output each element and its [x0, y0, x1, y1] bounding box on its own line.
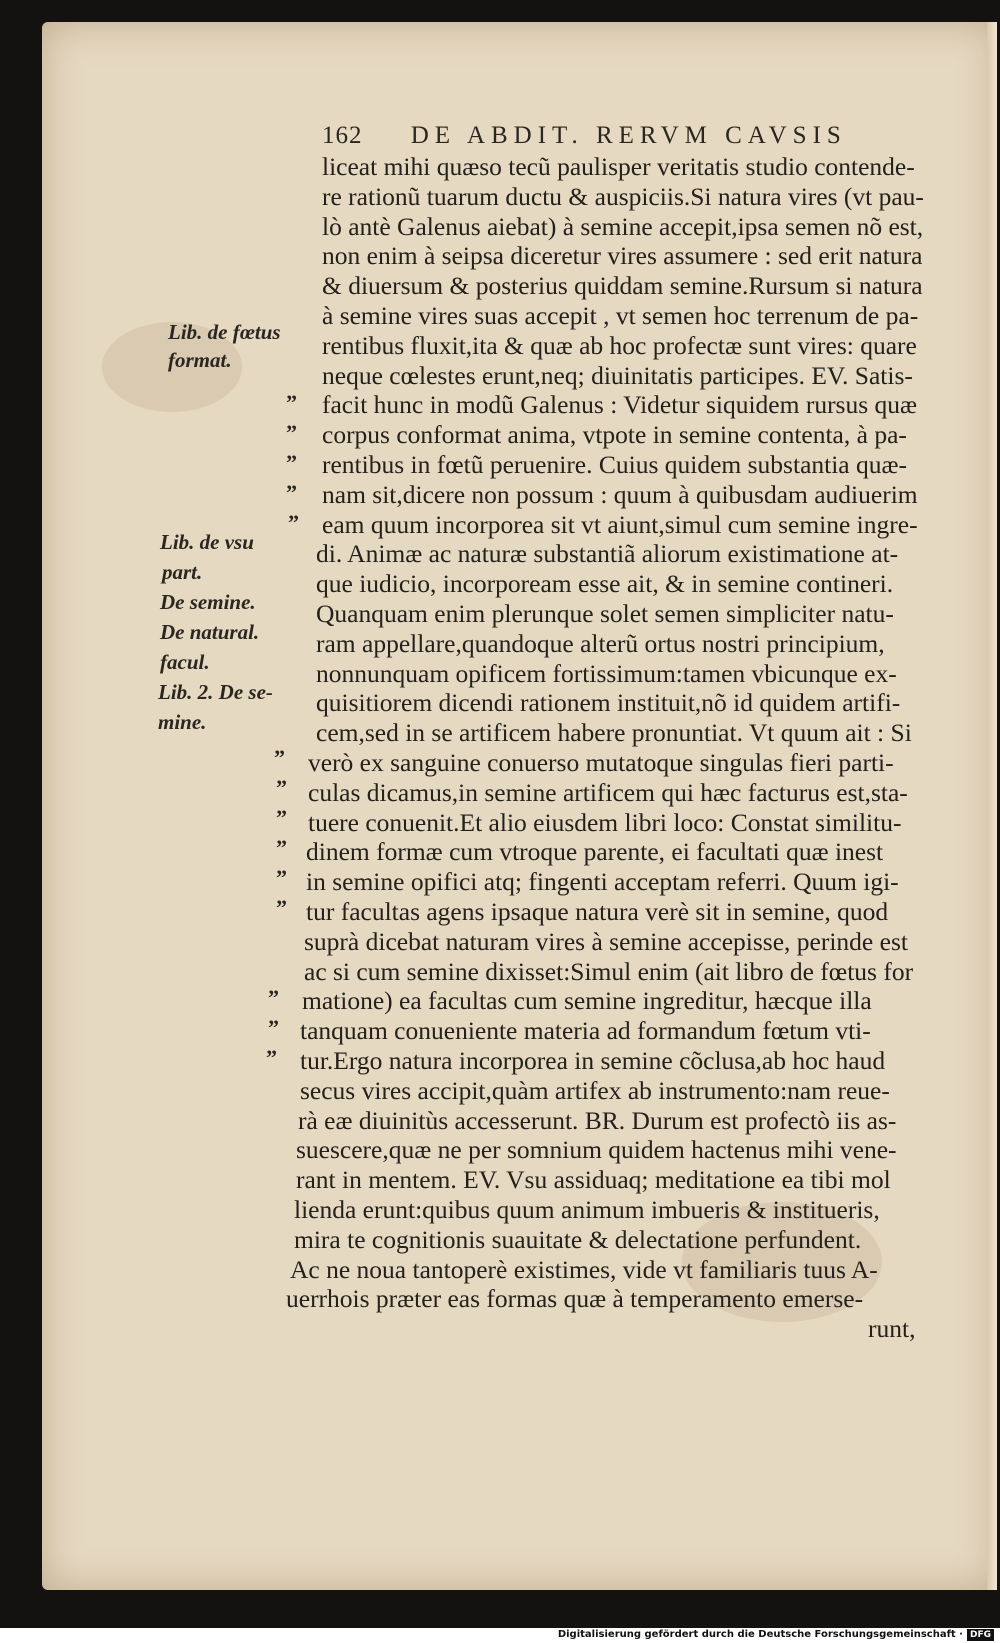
text-line: quisitiorem dicendi rationem instituit,nõ id quidem artifi-	[316, 688, 901, 718]
text-line: matione) ea facultas cum semine ingreditur, hæcque illa	[302, 986, 872, 1016]
text-line: ram appellare,quandoque alterũ ortus nostri principium,	[316, 628, 885, 658]
margin-note: Lib. de fœtus	[168, 320, 281, 344]
margin-note: format.	[168, 348, 232, 372]
footer-credit	[0, 1628, 1000, 1643]
text-line: di. Animæ ac naturæ substantiã aliorum existimatione at-	[316, 539, 899, 569]
quote-mark: ”	[276, 805, 287, 830]
text-line: suescere,quæ ne per somnium quidem hactenus mihi vene-	[296, 1135, 897, 1165]
page-number: 162	[322, 122, 363, 149]
margin-note: part.	[162, 560, 203, 584]
text-line: à semine vires suas accepit , vt semen hoc terrenum de pa-	[322, 301, 919, 330]
text-line: tur facultas agens ipsaque natura verè sit in semine, quod	[306, 897, 889, 926]
text-line: mira te cognitionis suauitate & delectatione perfundent.	[294, 1224, 862, 1254]
quote-mark: ”	[268, 985, 279, 1010]
margin-note: De natural.	[160, 620, 260, 644]
quote-mark: ”	[286, 420, 297, 445]
quote-mark: ”	[288, 510, 299, 535]
quote-mark: ”	[274, 745, 285, 770]
text-line: rant in mentem. EV. Vsu assiduaq; meditatione ea tibi mol	[296, 1165, 891, 1195]
text-line: runt,	[868, 1314, 916, 1344]
quote-mark: ”	[268, 1015, 279, 1040]
quote-mark: ”	[276, 835, 287, 860]
text-line: tanquam conueniente materia ad formandum fœtum vti-	[300, 1016, 871, 1046]
text-line: Quanquam enim plerunque solet semen simpliciter natu-	[316, 599, 894, 628]
text-line: rentibus fluxit,ita & quæ ab hoc profectæ sunt vires: quare	[322, 330, 917, 360]
text-line: ac si cum semine dixisset:Simul enim (ait libro de fœtus for	[304, 956, 914, 986]
margin-note: De semine.	[160, 590, 256, 614]
text-line: Ac ne noua tantoperè existimes, vide vt familiaris tuus A-	[290, 1254, 878, 1284]
text-line: in semine opifici atq; fingenti acceptam referri. Quum igi-	[306, 867, 899, 897]
margin-note: mine.	[158, 710, 207, 734]
text-line: non enim à seipsa diceretur vires assumere : sed erit natura	[322, 241, 923, 271]
text-line: tuere conuenit.Et alio eiusdem libri loco: Constat similitu-	[308, 807, 902, 837]
text-line: culas dicamus,in semine artificem qui hæc facturus est,sta-	[308, 777, 908, 807]
margin-note: Lib. de vsu	[160, 530, 254, 554]
text-line: tur.Ergo natura incorporea in semine cõclusa,ab hoc haud	[300, 1046, 886, 1075]
quote-mark: ”	[276, 865, 287, 890]
text-line: neque cœlestes erunt,neq; diuinitatis participes. EV. Satis-	[322, 360, 913, 390]
quote-mark: ”	[276, 775, 287, 800]
text-line: rà eæ diuinitùs accesserunt. BR. Durum est profectò iis as-	[298, 1105, 897, 1135]
text-line: suprà dicebat naturam vires à semine accepisse, perinde est	[304, 926, 908, 956]
text-line: & diuersum & posterius quiddam semine.Rursum si natura	[322, 271, 923, 301]
dfg-logo: DFG	[967, 1629, 994, 1641]
text-line: que iudicio, incorpoream esse ait, & in semine contineri.	[316, 569, 894, 599]
text-line: lò antè Galenus aiebat) à semine accepit,ipsa semen nõ est,	[322, 211, 924, 241]
text-line: cem,sed in se artificem habere pronuntiat. Vt quum ait : Si	[316, 718, 912, 748]
quote-mark: ”	[286, 480, 297, 505]
text-line: corpus conformat anima, vtpote in semine contenta, à pa-	[322, 420, 907, 450]
text-line: secus vires accipit,quàm artifex ab instrumento:nam reue-	[300, 1075, 890, 1105]
text-line: eam quum incorporea sit vt aiunt,simul cum semine ingre-	[322, 509, 918, 539]
text-line: dinem formæ cum vtroque parente, ei facultati quæ inest	[306, 837, 884, 867]
text-line: liceat mihi quæso tecũ paulisper veritatis studio contende-	[322, 152, 915, 181]
margin-note: facul.	[160, 650, 210, 674]
quote-mark: ”	[276, 895, 287, 920]
text-line: rentibus in fœtũ peruenire. Cuius quidem substantia quæ-	[322, 450, 907, 479]
running-title: DE ABDIT. RERVM CAVSIS	[410, 122, 847, 149]
text-line: nonnunquam opificem fortissimum:tamen vbicunque ex-	[316, 658, 897, 688]
quote-mark: ”	[286, 390, 297, 415]
text-line: re rationũ tuarum ductu & auspiciis.Si natura vires (vt pau-	[322, 181, 924, 211]
margin-note: Lib. 2. De se-	[158, 680, 273, 704]
text-line: nam sit,dicere non possum : quum à quibusdam audiuerim	[322, 479, 918, 509]
text-line: facit hunc in modũ Galenus : Videtur siquidem rursus quæ	[322, 390, 918, 420]
text-line: verò ex sanguine conuerso mutatoque singulas fieri parti-	[308, 748, 894, 777]
text-line: uerrhois præter eas formas quæ à temperamento emerse-	[286, 1284, 864, 1314]
quote-mark: ”	[266, 1045, 277, 1070]
quote-mark: ”	[286, 450, 297, 475]
text-line: lienda erunt:quibus quum animum imbueris & institueris,	[294, 1195, 880, 1224]
footer-text: Digitalisierung gefördert durch die Deutsche Forschungsgemeinschaft ·	[557, 1629, 963, 1640]
